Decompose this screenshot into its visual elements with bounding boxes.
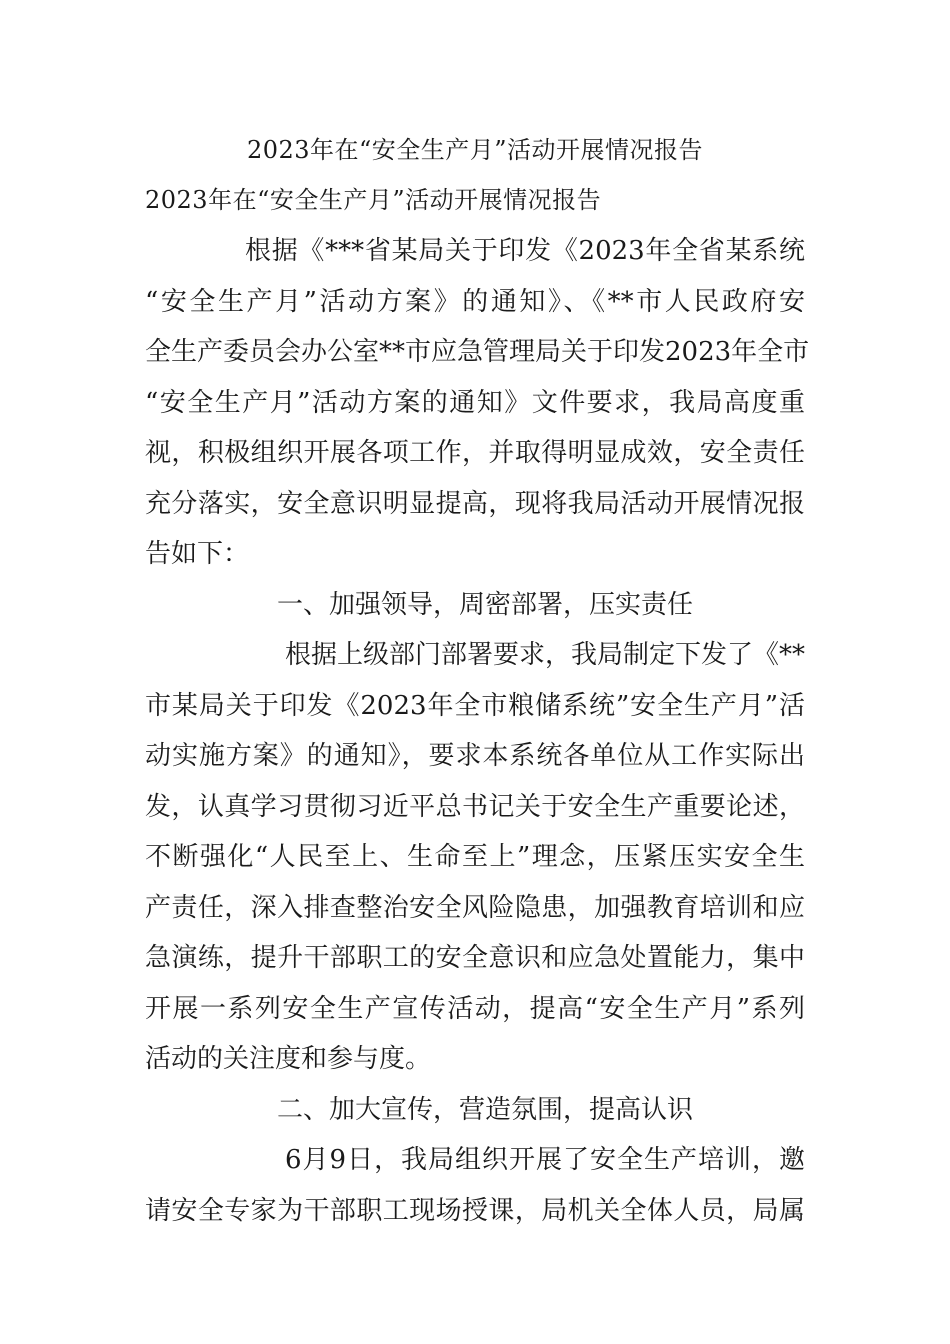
text-line: 请安全专家为干部职工现场授课，局机关全体人员，局属 — [145, 1195, 805, 1226]
text-line: 6月9日，我局组织开展了安全生产培训，邀 — [285, 1145, 805, 1175]
text-line: “安全生产月”活动方案》的通知》、《**市人民政府安 — [145, 286, 805, 317]
text-line: 产责任，深入排查整治安全风险隐患，加强教育培训和应 — [145, 892, 805, 923]
document-subtitle: 2023年在“安全生产月”活动开展情况报告 — [145, 186, 602, 214]
document-title: 2023年在“安全生产月”活动开展情况报告 — [246, 136, 704, 164]
text-line: 充分落实，安全意识明显提高，现将我局活动开展情况报 — [145, 488, 805, 519]
section-heading-2: 二、加大宣传，营造氛围，提高认识 — [277, 1094, 694, 1125]
text-line: 急演练，提升干部职工的安全意识和应急处置能力，集中 — [145, 943, 805, 973]
text-line: 市某局关于印发《2023年全市粮储系统”安全生产月”活 — [145, 690, 805, 721]
section-heading-1: 一、加强领导，周密部署，压实责任 — [277, 589, 694, 620]
text-line: 视，积极组织开展各项工作，并取得明显成效，安全责任 — [145, 438, 805, 468]
text-line: 根据《***省某局关于印发《2023年全省某系统 — [245, 236, 805, 266]
document-body — [145, 226, 810, 1236]
section-2-paragraph — [145, 1135, 805, 1236]
text-line: 全生产委员会办公室**市应急管理局关于印发2023年全市 — [145, 337, 810, 367]
text-line: 开展一系列安全生产宣传活动，提高“安全生产月”系列 — [145, 993, 805, 1024]
section-1-paragraph — [145, 630, 805, 1085]
text-line: 动实施方案》的通知》，要求本系统各单位从工作实际出 — [145, 741, 805, 771]
text-line: “安全生产月”活动方案的通知》文件要求，我局高度重 — [145, 387, 805, 418]
text-line: 告如下： — [145, 539, 250, 569]
text-line: 根据上级部门部署要求，我局制定下发了《** — [285, 640, 806, 670]
text-line: 发，认真学习贯彻习近平总书记关于安全生产重要论述， — [145, 791, 805, 822]
intro-paragraph — [145, 226, 810, 580]
text-line: 活动的关注度和参与度。 — [145, 1044, 432, 1074]
text-line: 不断强化“人民至上、生命至上”理念，压紧压实安全生 — [145, 842, 805, 872]
